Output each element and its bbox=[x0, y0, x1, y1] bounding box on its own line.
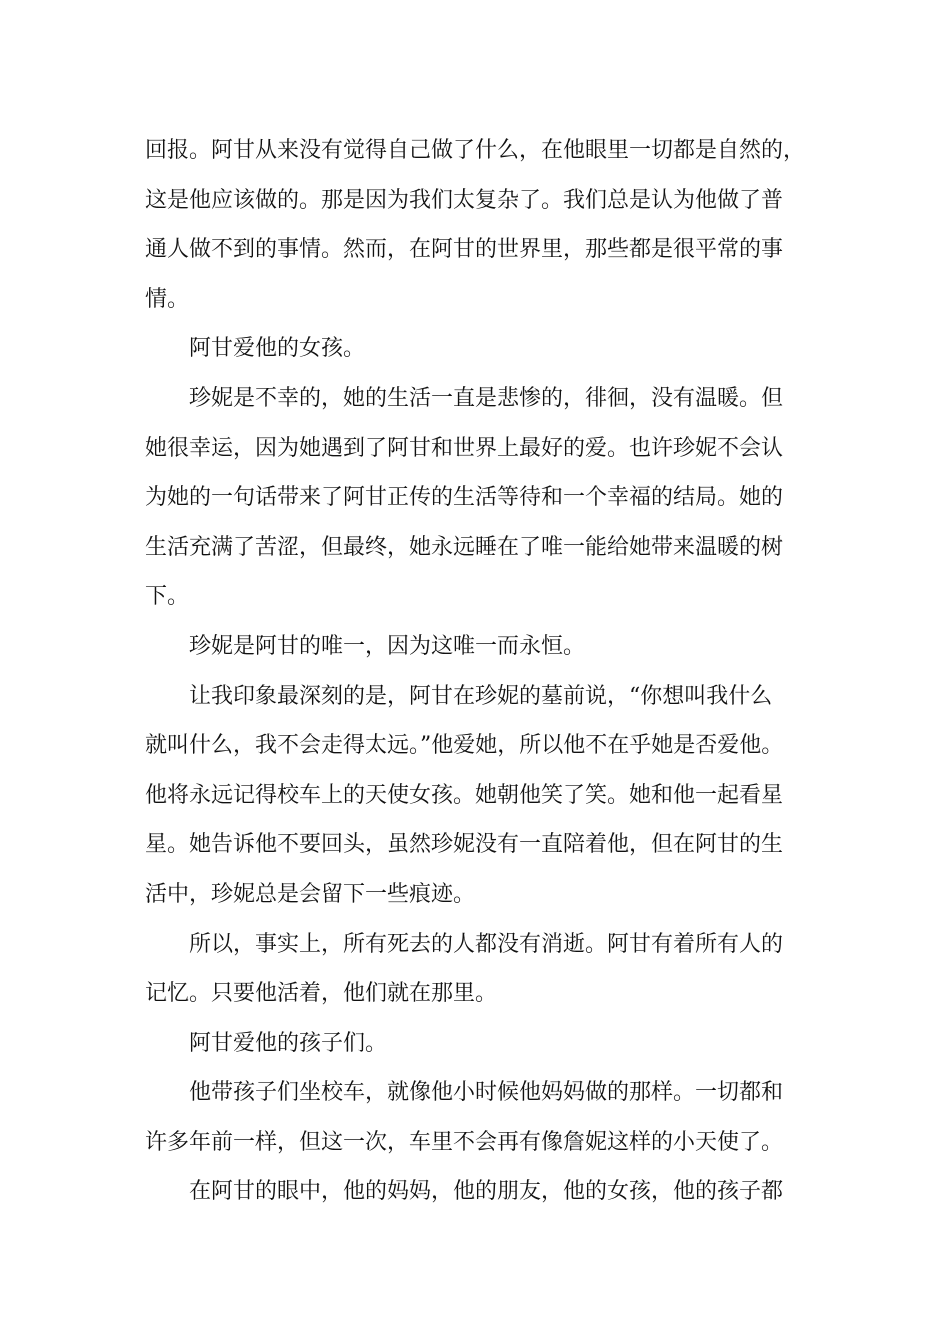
text-line: 下。 bbox=[145, 584, 190, 610]
text-line: 珍妮是不幸的，她的生活一直是悲惨的，徘徊，没有温暖。但 bbox=[189, 385, 784, 411]
text-line: 让我印象最深刻的是，阿甘在珍妮的墓前说，“你想叫我什么 bbox=[189, 683, 773, 709]
text-line: 珍妮是阿甘的唯一，因为这唯一而永恒。 bbox=[189, 633, 586, 659]
text-line: 活中，珍妮总是会留下一些痕迹。 bbox=[145, 881, 476, 907]
text-line: 她很幸运，因为她遇到了阿甘和世界上最好的爱。也许珍妮不会认 bbox=[145, 435, 784, 461]
text-line: 回报。阿甘从来没有觉得自己做了什么，在他眼里一切都是自然的， bbox=[145, 138, 806, 163]
text-line: 他带孩子们坐校车，就像他小时候他妈妈做的那样。一切都和 bbox=[189, 1080, 784, 1106]
text-line: 为她的一句话带来了阿甘正传的生活等待和一个幸福的结局。她的 bbox=[145, 485, 784, 511]
text-line: 情。 bbox=[145, 286, 190, 312]
text-line: 阿甘爱他的女孩。 bbox=[189, 336, 366, 362]
text-line: 记忆。只要他活着，他们就在那里。 bbox=[145, 981, 498, 1007]
text-line: 许多年前一样，但这一次，车里不会再有像詹妮这样的小天使了。 bbox=[145, 1129, 784, 1155]
text-line: 星。她告诉他不要回头，虽然珍妮没有一直陪着他，但在阿甘的生 bbox=[145, 832, 784, 858]
text-line: 所以，事实上，所有死去的人都没有消逝。阿甘有着所有人的 bbox=[189, 931, 784, 957]
text-line: 就叫什么，我不会走得太远。”他爱她，所以他不在乎她是否爱他。 bbox=[145, 733, 784, 759]
text-line: 在阿甘的眼中，他的妈妈，他的朋友，他的女孩，他的孩子都 bbox=[189, 1179, 784, 1205]
text-line: 他将永远记得校车上的天使女孩。她朝他笑了笑。她和他一起看星 bbox=[145, 782, 784, 808]
text-line: 生活充满了苦涩，但最终，她永远睡在了唯一能给她带来温暖的树 bbox=[145, 534, 784, 560]
text-line: 通人做不到的事情。然而，在阿甘的世界里，那些都是很平常的事 bbox=[145, 237, 784, 263]
body-text bbox=[145, 126, 845, 1217]
text-line: 阿甘爱他的孩子们。 bbox=[189, 1030, 388, 1056]
text-line: 这是他应该做的。那是因为我们太复杂了。我们总是认为他做了普 bbox=[145, 187, 784, 213]
